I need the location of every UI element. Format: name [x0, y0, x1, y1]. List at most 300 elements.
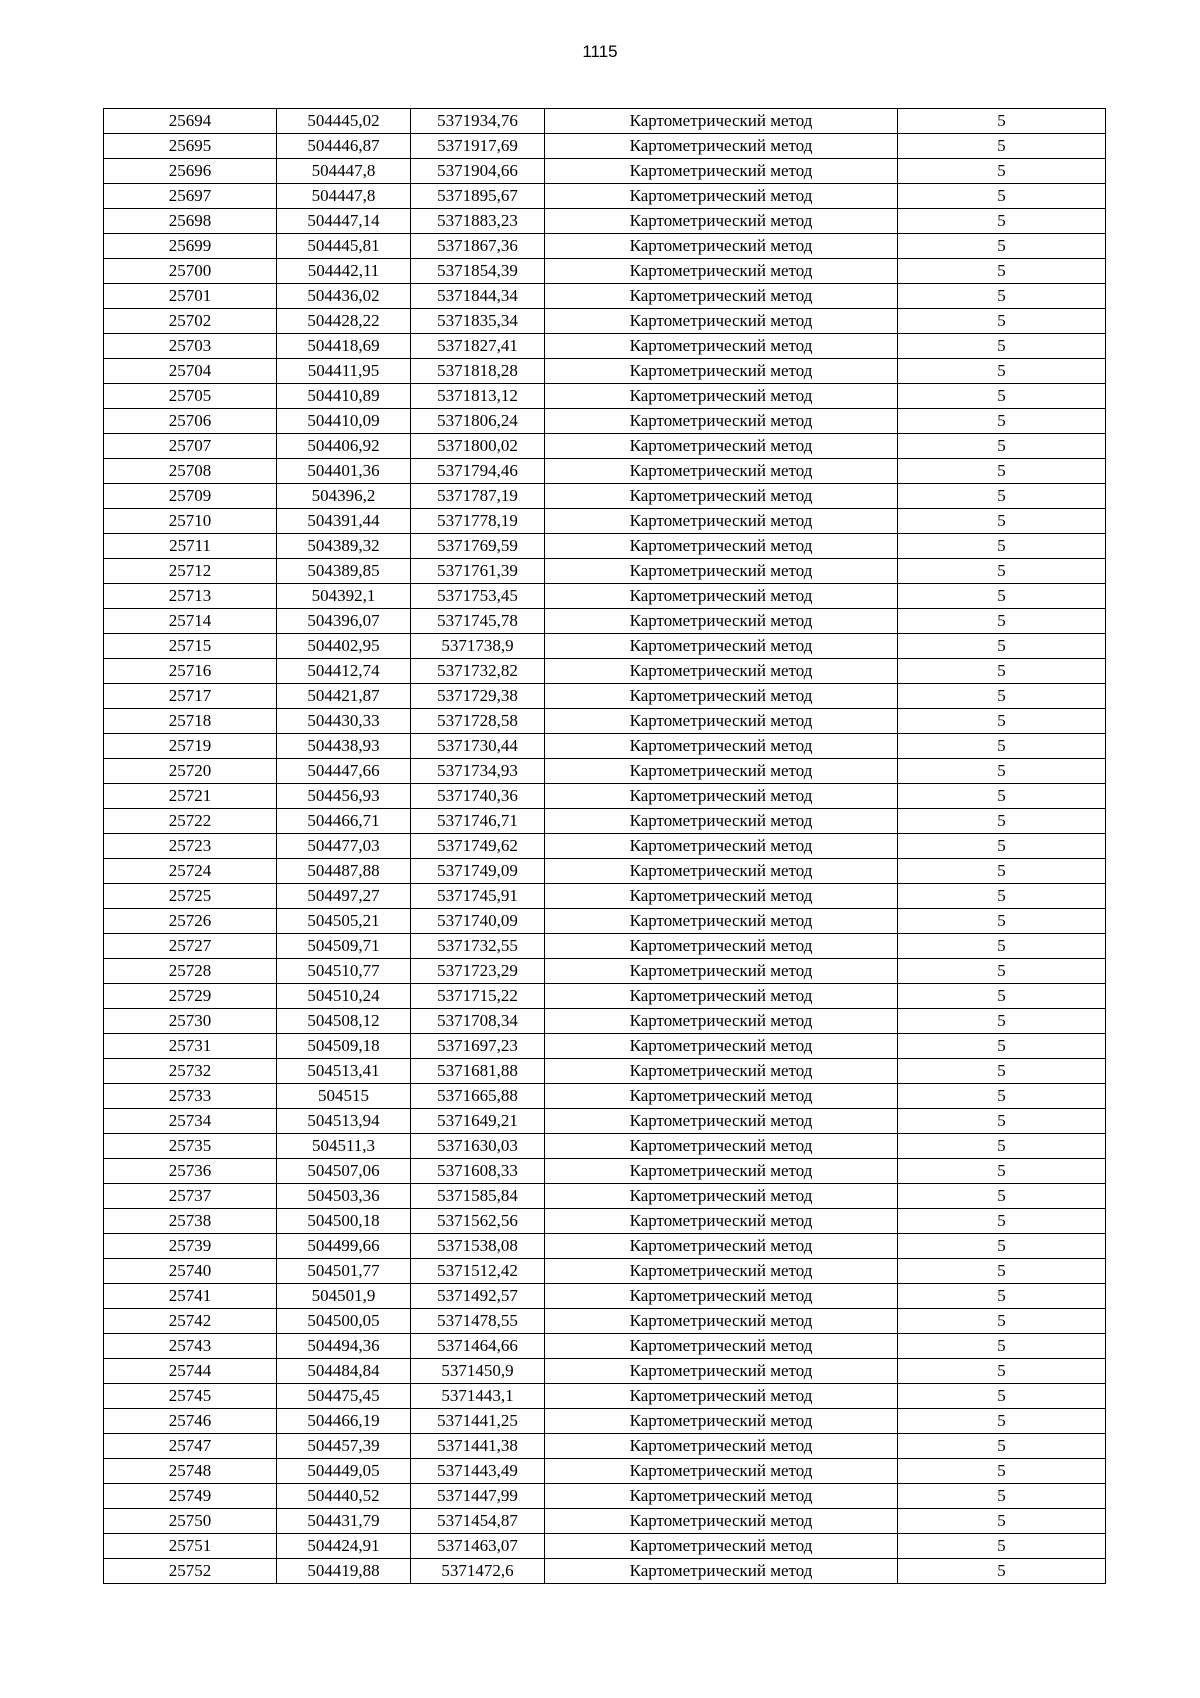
point-number-cell: 25750: [104, 1509, 277, 1534]
method-cell: Картометрический метод: [545, 1209, 898, 1234]
method-cell: Картометрический метод: [545, 584, 898, 609]
method-cell: Картометрический метод: [545, 709, 898, 734]
x-coordinate-cell: 504501,9: [277, 1284, 411, 1309]
method-cell: Картометрический метод: [545, 1134, 898, 1159]
accuracy-cell: 5: [898, 484, 1106, 509]
y-coordinate-cell: 5371478,55: [411, 1309, 545, 1334]
accuracy-cell: 5: [898, 534, 1106, 559]
table-row: [104, 334, 1106, 359]
table-row: [104, 884, 1106, 909]
x-coordinate-cell: 504419,88: [277, 1559, 411, 1584]
x-coordinate-cell: 504510,77: [277, 959, 411, 984]
y-coordinate-cell: 5371464,66: [411, 1334, 545, 1359]
y-coordinate-cell: 5371512,42: [411, 1259, 545, 1284]
table-row: [104, 1409, 1106, 1434]
accuracy-cell: 5: [898, 859, 1106, 884]
table-row: [104, 1034, 1106, 1059]
table-row: [104, 809, 1106, 834]
table-row: [104, 609, 1106, 634]
x-coordinate-cell: 504428,22: [277, 309, 411, 334]
table-row: [104, 1059, 1106, 1084]
point-number-cell: 25745: [104, 1384, 277, 1409]
point-number-cell: 25714: [104, 609, 277, 634]
table-row: [104, 1159, 1106, 1184]
table-row: [104, 109, 1106, 134]
accuracy-cell: 5: [898, 1184, 1106, 1209]
table-row: [104, 1009, 1106, 1034]
table-row: [104, 684, 1106, 709]
method-cell: Картометрический метод: [545, 1009, 898, 1034]
x-coordinate-cell: 504509,18: [277, 1034, 411, 1059]
x-coordinate-cell: 504389,85: [277, 559, 411, 584]
y-coordinate-cell: 5371761,39: [411, 559, 545, 584]
accuracy-cell: 5: [898, 359, 1106, 384]
method-cell: Картометрический метод: [545, 909, 898, 934]
x-coordinate-cell: 504396,2: [277, 484, 411, 509]
accuracy-cell: 5: [898, 634, 1106, 659]
point-number-cell: 25708: [104, 459, 277, 484]
method-cell: Картометрический метод: [545, 1409, 898, 1434]
y-coordinate-cell: 5371769,59: [411, 534, 545, 559]
method-cell: Картометрический метод: [545, 1359, 898, 1384]
point-number-cell: 25729: [104, 984, 277, 1009]
y-coordinate-cell: 5371585,84: [411, 1184, 545, 1209]
point-number-cell: 25752: [104, 1559, 277, 1584]
table-row: [104, 434, 1106, 459]
table-row: [104, 1109, 1106, 1134]
x-coordinate-cell: 504511,3: [277, 1134, 411, 1159]
accuracy-cell: 5: [898, 284, 1106, 309]
method-cell: Картометрический метод: [545, 1084, 898, 1109]
y-coordinate-cell: 5371818,28: [411, 359, 545, 384]
table-row: [104, 234, 1106, 259]
y-coordinate-cell: 5371608,33: [411, 1159, 545, 1184]
accuracy-cell: 5: [898, 1109, 1106, 1134]
table-row: [104, 209, 1106, 234]
point-number-cell: 25704: [104, 359, 277, 384]
y-coordinate-cell: 5371730,44: [411, 734, 545, 759]
method-cell: Картометрический метод: [545, 859, 898, 884]
point-number-cell: 25744: [104, 1359, 277, 1384]
accuracy-cell: 5: [898, 459, 1106, 484]
table-row: [104, 284, 1106, 309]
y-coordinate-cell: 5371728,58: [411, 709, 545, 734]
table-row: [104, 634, 1106, 659]
table-row: [104, 1184, 1106, 1209]
method-cell: Картометрический метод: [545, 1259, 898, 1284]
accuracy-cell: 5: [898, 1484, 1106, 1509]
method-cell: Картометрический метод: [545, 1484, 898, 1509]
table-row: [104, 759, 1106, 784]
accuracy-cell: 5: [898, 559, 1106, 584]
x-coordinate-cell: 504440,52: [277, 1484, 411, 1509]
accuracy-cell: 5: [898, 234, 1106, 259]
accuracy-cell: 5: [898, 909, 1106, 934]
y-coordinate-cell: 5371904,66: [411, 159, 545, 184]
point-number-cell: 25743: [104, 1334, 277, 1359]
x-coordinate-cell: 504505,21: [277, 909, 411, 934]
x-coordinate-cell: 504447,14: [277, 209, 411, 234]
point-number-cell: 25707: [104, 434, 277, 459]
x-coordinate-cell: 504438,93: [277, 734, 411, 759]
table-row: [104, 359, 1106, 384]
y-coordinate-cell: 5371813,12: [411, 384, 545, 409]
method-cell: Картометрический метод: [545, 1309, 898, 1334]
accuracy-cell: 5: [898, 1084, 1106, 1109]
x-coordinate-cell: 504515: [277, 1084, 411, 1109]
point-number-cell: 25710: [104, 509, 277, 534]
point-number-cell: 25728: [104, 959, 277, 984]
y-coordinate-cell: 5371472,6: [411, 1559, 545, 1584]
method-cell: Картометрический метод: [545, 384, 898, 409]
y-coordinate-cell: 5371441,25: [411, 1409, 545, 1434]
point-number-cell: 25696: [104, 159, 277, 184]
accuracy-cell: 5: [898, 1409, 1106, 1434]
x-coordinate-cell: 504475,45: [277, 1384, 411, 1409]
point-number-cell: 25732: [104, 1059, 277, 1084]
y-coordinate-cell: 5371443,1: [411, 1384, 545, 1409]
table-row: [104, 259, 1106, 284]
method-cell: Картометрический метод: [545, 209, 898, 234]
accuracy-cell: 5: [898, 434, 1106, 459]
y-coordinate-cell: 5371787,19: [411, 484, 545, 509]
point-number-cell: 25700: [104, 259, 277, 284]
y-coordinate-cell: 5371806,24: [411, 409, 545, 434]
table-row: [104, 1484, 1106, 1509]
method-cell: Картометрический метод: [545, 1284, 898, 1309]
table-row: [104, 1234, 1106, 1259]
method-cell: Картометрический метод: [545, 1509, 898, 1534]
point-number-cell: 25698: [104, 209, 277, 234]
method-cell: Картометрический метод: [545, 134, 898, 159]
method-cell: Картометрический метод: [545, 1384, 898, 1409]
point-number-cell: 25720: [104, 759, 277, 784]
accuracy-cell: 5: [898, 834, 1106, 859]
point-number-cell: 25746: [104, 1409, 277, 1434]
table-row: [104, 784, 1106, 809]
method-cell: Картометрический метод: [545, 734, 898, 759]
table-row: [104, 509, 1106, 534]
table-row: [104, 384, 1106, 409]
accuracy-cell: 5: [898, 509, 1106, 534]
table-row: [104, 409, 1106, 434]
y-coordinate-cell: 5371835,34: [411, 309, 545, 334]
x-coordinate-cell: 504412,74: [277, 659, 411, 684]
point-number-cell: 25695: [104, 134, 277, 159]
y-coordinate-cell: 5371708,34: [411, 1009, 545, 1034]
point-number-cell: 25706: [104, 409, 277, 434]
table-row: [104, 584, 1106, 609]
accuracy-cell: 5: [898, 1509, 1106, 1534]
x-coordinate-cell: 504513,41: [277, 1059, 411, 1084]
x-coordinate-cell: 504499,66: [277, 1234, 411, 1259]
y-coordinate-cell: 5371441,38: [411, 1434, 545, 1459]
point-number-cell: 25697: [104, 184, 277, 209]
x-coordinate-cell: 504445,02: [277, 109, 411, 134]
y-coordinate-cell: 5371732,55: [411, 934, 545, 959]
table-row: [104, 559, 1106, 584]
accuracy-cell: 5: [898, 1134, 1106, 1159]
method-cell: Картометрический метод: [545, 559, 898, 584]
accuracy-cell: 5: [898, 709, 1106, 734]
table-row: [104, 1134, 1106, 1159]
table-row: [104, 1309, 1106, 1334]
x-coordinate-cell: 504449,05: [277, 1459, 411, 1484]
y-coordinate-cell: 5371753,45: [411, 584, 545, 609]
method-cell: Картометрический метод: [545, 234, 898, 259]
y-coordinate-cell: 5371630,03: [411, 1134, 545, 1159]
x-coordinate-cell: 504392,1: [277, 584, 411, 609]
accuracy-cell: 5: [898, 109, 1106, 134]
x-coordinate-cell: 504447,8: [277, 184, 411, 209]
x-coordinate-cell: 504396,07: [277, 609, 411, 634]
accuracy-cell: 5: [898, 784, 1106, 809]
point-number-cell: 25731: [104, 1034, 277, 1059]
table-row: [104, 1359, 1106, 1384]
x-coordinate-cell: 504447,66: [277, 759, 411, 784]
accuracy-cell: 5: [898, 984, 1106, 1009]
accuracy-cell: 5: [898, 184, 1106, 209]
method-cell: Картометрический метод: [545, 1059, 898, 1084]
x-coordinate-cell: 504500,18: [277, 1209, 411, 1234]
x-coordinate-cell: 504424,91: [277, 1534, 411, 1559]
y-coordinate-cell: 5371883,23: [411, 209, 545, 234]
point-number-cell: 25709: [104, 484, 277, 509]
table-row: [104, 1434, 1106, 1459]
accuracy-cell: 5: [898, 1309, 1106, 1334]
x-coordinate-cell: 504494,36: [277, 1334, 411, 1359]
accuracy-cell: 5: [898, 209, 1106, 234]
accuracy-cell: 5: [898, 1059, 1106, 1084]
y-coordinate-cell: 5371738,9: [411, 634, 545, 659]
x-coordinate-cell: 504421,87: [277, 684, 411, 709]
point-number-cell: 25734: [104, 1109, 277, 1134]
x-coordinate-cell: 504446,87: [277, 134, 411, 159]
point-number-cell: 25719: [104, 734, 277, 759]
method-cell: Картометрический метод: [545, 1434, 898, 1459]
x-coordinate-cell: 504436,02: [277, 284, 411, 309]
method-cell: Картометрический метод: [545, 634, 898, 659]
accuracy-cell: 5: [898, 809, 1106, 834]
table-row: [104, 1559, 1106, 1584]
y-coordinate-cell: 5371778,19: [411, 509, 545, 534]
table-row: [104, 734, 1106, 759]
method-cell: Картометрический метод: [545, 409, 898, 434]
y-coordinate-cell: 5371934,76: [411, 109, 545, 134]
table-row: [104, 309, 1106, 334]
table-row: [104, 959, 1106, 984]
x-coordinate-cell: 504508,12: [277, 1009, 411, 1034]
page-number: 1115: [582, 42, 618, 61]
y-coordinate-cell: 5371715,22: [411, 984, 545, 1009]
accuracy-cell: 5: [898, 1259, 1106, 1284]
point-number-cell: 25730: [104, 1009, 277, 1034]
accuracy-cell: 5: [898, 384, 1106, 409]
accuracy-cell: 5: [898, 159, 1106, 184]
y-coordinate-cell: 5371562,56: [411, 1209, 545, 1234]
point-number-cell: 25742: [104, 1309, 277, 1334]
accuracy-cell: 5: [898, 659, 1106, 684]
accuracy-cell: 5: [898, 884, 1106, 909]
accuracy-cell: 5: [898, 609, 1106, 634]
method-cell: Картометрический метод: [545, 684, 898, 709]
point-number-cell: 25737: [104, 1184, 277, 1209]
table-row: [104, 159, 1106, 184]
point-number-cell: 25747: [104, 1434, 277, 1459]
point-number-cell: 25717: [104, 684, 277, 709]
point-number-cell: 25740: [104, 1259, 277, 1284]
accuracy-cell: 5: [898, 1534, 1106, 1559]
method-cell: Картометрический метод: [545, 884, 898, 909]
x-coordinate-cell: 504389,32: [277, 534, 411, 559]
point-number-cell: 25716: [104, 659, 277, 684]
method-cell: Картометрический метод: [545, 1034, 898, 1059]
point-number-cell: 25735: [104, 1134, 277, 1159]
accuracy-cell: 5: [898, 1159, 1106, 1184]
y-coordinate-cell: 5371794,46: [411, 459, 545, 484]
accuracy-cell: 5: [898, 1359, 1106, 1384]
table-row: [104, 1384, 1106, 1409]
method-cell: Картометрический метод: [545, 1234, 898, 1259]
accuracy-cell: 5: [898, 584, 1106, 609]
y-coordinate-cell: 5371450,9: [411, 1359, 545, 1384]
y-coordinate-cell: 5371492,57: [411, 1284, 545, 1309]
x-coordinate-cell: 504477,03: [277, 834, 411, 859]
accuracy-cell: 5: [898, 1284, 1106, 1309]
method-cell: Картометрический метод: [545, 459, 898, 484]
accuracy-cell: 5: [898, 1034, 1106, 1059]
method-cell: Картометрический метод: [545, 109, 898, 134]
point-number-cell: 25741: [104, 1284, 277, 1309]
x-coordinate-cell: 504487,88: [277, 859, 411, 884]
point-number-cell: 25702: [104, 309, 277, 334]
table-row: [104, 659, 1106, 684]
accuracy-cell: 5: [898, 1009, 1106, 1034]
method-cell: Картометрический метод: [545, 984, 898, 1009]
coordinates-table: [103, 108, 1106, 1584]
table-row: [104, 1334, 1106, 1359]
method-cell: Картометрический метод: [545, 784, 898, 809]
x-coordinate-cell: 504431,79: [277, 1509, 411, 1534]
method-cell: Картометрический метод: [545, 509, 898, 534]
x-coordinate-cell: 504509,71: [277, 934, 411, 959]
x-coordinate-cell: 504406,92: [277, 434, 411, 459]
y-coordinate-cell: 5371454,87: [411, 1509, 545, 1534]
accuracy-cell: 5: [898, 759, 1106, 784]
point-number-cell: 25726: [104, 909, 277, 934]
table-row: [104, 534, 1106, 559]
table-row: [104, 859, 1106, 884]
y-coordinate-cell: 5371895,67: [411, 184, 545, 209]
point-number-cell: 25712: [104, 559, 277, 584]
point-number-cell: 25722: [104, 809, 277, 834]
x-coordinate-cell: 504466,71: [277, 809, 411, 834]
accuracy-cell: 5: [898, 934, 1106, 959]
point-number-cell: 25711: [104, 534, 277, 559]
point-number-cell: 25748: [104, 1459, 277, 1484]
point-number-cell: 25749: [104, 1484, 277, 1509]
x-coordinate-cell: 504401,36: [277, 459, 411, 484]
y-coordinate-cell: 5371844,34: [411, 284, 545, 309]
method-cell: Картометрический метод: [545, 159, 898, 184]
y-coordinate-cell: 5371681,88: [411, 1059, 545, 1084]
method-cell: Картометрический метод: [545, 1159, 898, 1184]
method-cell: Картометрический метод: [545, 609, 898, 634]
accuracy-cell: 5: [898, 734, 1106, 759]
y-coordinate-cell: 5371734,93: [411, 759, 545, 784]
x-coordinate-cell: 504410,89: [277, 384, 411, 409]
x-coordinate-cell: 504513,94: [277, 1109, 411, 1134]
method-cell: Картометрический метод: [545, 1334, 898, 1359]
method-cell: Картометрический метод: [545, 334, 898, 359]
accuracy-cell: 5: [898, 259, 1106, 284]
point-number-cell: 25694: [104, 109, 277, 134]
method-cell: Картометрический метод: [545, 1184, 898, 1209]
method-cell: Картометрический метод: [545, 1459, 898, 1484]
table-row: [104, 134, 1106, 159]
y-coordinate-cell: 5371447,99: [411, 1484, 545, 1509]
x-coordinate-cell: 504457,39: [277, 1434, 411, 1459]
point-number-cell: 25713: [104, 584, 277, 609]
accuracy-cell: 5: [898, 684, 1106, 709]
method-cell: Картометрический метод: [545, 184, 898, 209]
y-coordinate-cell: 5371745,78: [411, 609, 545, 634]
table-row: [104, 709, 1106, 734]
x-coordinate-cell: 504411,95: [277, 359, 411, 384]
point-number-cell: 25705: [104, 384, 277, 409]
y-coordinate-cell: 5371746,71: [411, 809, 545, 834]
y-coordinate-cell: 5371740,09: [411, 909, 545, 934]
x-coordinate-cell: 504466,19: [277, 1409, 411, 1434]
y-coordinate-cell: 5371665,88: [411, 1084, 545, 1109]
x-coordinate-cell: 504445,81: [277, 234, 411, 259]
x-coordinate-cell: 504410,09: [277, 409, 411, 434]
table-row: [104, 984, 1106, 1009]
accuracy-cell: 5: [898, 409, 1106, 434]
method-cell: Картометрический метод: [545, 934, 898, 959]
table-row: [104, 834, 1106, 859]
y-coordinate-cell: 5371723,29: [411, 959, 545, 984]
point-number-cell: 25723: [104, 834, 277, 859]
x-coordinate-cell: 504391,44: [277, 509, 411, 534]
x-coordinate-cell: 504497,27: [277, 884, 411, 909]
point-number-cell: 25701: [104, 284, 277, 309]
accuracy-cell: 5: [898, 1334, 1106, 1359]
point-number-cell: 25721: [104, 784, 277, 809]
accuracy-cell: 5: [898, 1384, 1106, 1409]
y-coordinate-cell: 5371463,07: [411, 1534, 545, 1559]
table-row: [104, 484, 1106, 509]
y-coordinate-cell: 5371749,09: [411, 859, 545, 884]
method-cell: Картометрический метод: [545, 834, 898, 859]
y-coordinate-cell: 5371749,62: [411, 834, 545, 859]
point-number-cell: 25733: [104, 1084, 277, 1109]
x-coordinate-cell: 504447,8: [277, 159, 411, 184]
accuracy-cell: 5: [898, 1434, 1106, 1459]
y-coordinate-cell: 5371697,23: [411, 1034, 545, 1059]
point-number-cell: 25739: [104, 1234, 277, 1259]
table-row: [104, 909, 1106, 934]
x-coordinate-cell: 504503,36: [277, 1184, 411, 1209]
x-coordinate-cell: 504507,06: [277, 1159, 411, 1184]
point-number-cell: 25724: [104, 859, 277, 884]
y-coordinate-cell: 5371538,08: [411, 1234, 545, 1259]
table-row: [104, 1509, 1106, 1534]
method-cell: Картометрический метод: [545, 359, 898, 384]
method-cell: Картометрический метод: [545, 309, 898, 334]
coordinates-table-body: [104, 109, 1106, 1584]
table-row: [104, 184, 1106, 209]
